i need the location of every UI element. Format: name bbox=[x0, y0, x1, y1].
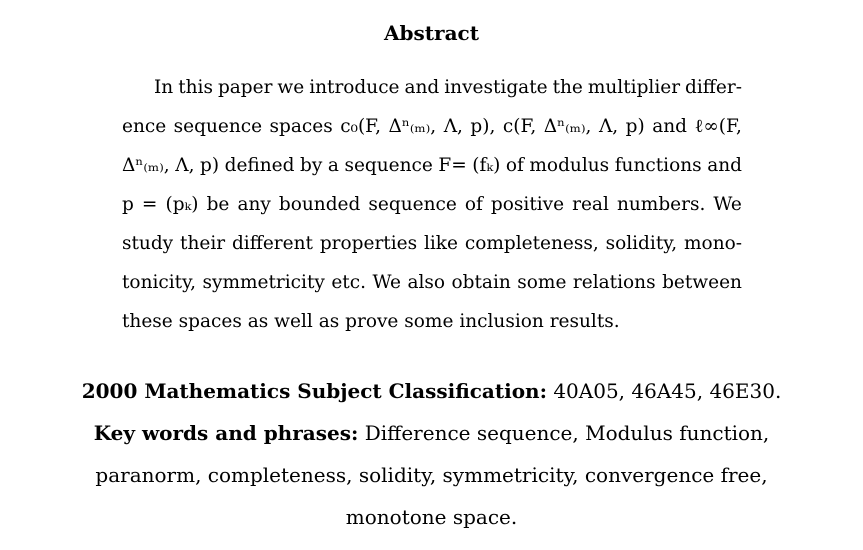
abstract-word: inclusion bbox=[459, 311, 544, 332]
metadata-block bbox=[0, 370, 863, 538]
abstract-word: Δⁿ₍ₘ₎, bbox=[543, 116, 592, 137]
abstract-word: defined bbox=[224, 155, 295, 176]
abstract-word: as bbox=[247, 311, 269, 332]
keywords-label: Key words and phrases: bbox=[93, 421, 359, 445]
abstract-word: a bbox=[327, 155, 339, 176]
abstract-word: the bbox=[552, 77, 583, 98]
abstract-word: solidity, bbox=[605, 233, 678, 254]
abstract-word: study bbox=[122, 233, 174, 254]
abstract-line bbox=[122, 302, 742, 341]
abstract-word: Λ, bbox=[443, 116, 463, 137]
abstract-word: (pₖ) bbox=[165, 194, 199, 215]
abstract-body bbox=[122, 68, 742, 341]
abstract-word: sequence bbox=[344, 155, 433, 176]
abstract-word: paper bbox=[217, 77, 273, 98]
abstract-word: p) bbox=[625, 116, 645, 137]
abstract-line bbox=[122, 224, 742, 263]
classification-line bbox=[0, 370, 863, 412]
abstract-word: numbers. bbox=[616, 194, 706, 215]
abstract-word: their bbox=[180, 233, 226, 254]
abstract-word: and bbox=[652, 116, 688, 137]
abstract-word: tonicity, bbox=[122, 272, 196, 293]
abstract-word: properties bbox=[319, 233, 418, 254]
keywords-line: paranorm, completeness, solidity, symmetricity, convergence free, bbox=[95, 463, 768, 487]
abstract-word: this bbox=[178, 77, 213, 98]
abstract-word: Λ, bbox=[598, 116, 619, 137]
abstract-line bbox=[122, 263, 742, 302]
abstract-word: we bbox=[277, 77, 305, 98]
abstract-word: sequence bbox=[368, 194, 457, 215]
abstract-word: positive bbox=[490, 194, 565, 215]
abstract-word: introduce bbox=[309, 77, 400, 98]
abstract-word: and bbox=[404, 77, 440, 98]
abstract-word: (fₖ) bbox=[472, 155, 501, 176]
abstract-word: of bbox=[464, 194, 483, 215]
abstract-word: c(F, bbox=[502, 116, 537, 137]
abstract-word: ℓ∞(F, bbox=[694, 116, 742, 137]
abstract-word: real bbox=[572, 194, 609, 215]
abstract-word: mono- bbox=[684, 233, 742, 254]
abstract-word: modulus bbox=[529, 155, 610, 176]
abstract-word: investigate bbox=[444, 77, 548, 98]
abstract-word: spaces bbox=[269, 116, 333, 137]
abstract-word: ence bbox=[122, 116, 167, 137]
abstract-word: In bbox=[154, 77, 174, 98]
keywords-text-1: Difference sequence, Modulus function, bbox=[364, 421, 770, 445]
abstract-word: prove bbox=[345, 311, 399, 332]
keywords-line bbox=[0, 412, 863, 454]
abstract-word: symmetricity bbox=[202, 272, 325, 293]
abstract-word: p bbox=[122, 194, 134, 215]
abstract-word: results. bbox=[549, 311, 620, 332]
abstract-word: p) bbox=[200, 155, 220, 176]
abstract-word: Δⁿ₍ₘ₎, bbox=[388, 116, 437, 137]
abstract-word: some bbox=[517, 272, 567, 293]
abstract-word: sequence bbox=[173, 116, 263, 137]
abstract-line bbox=[122, 68, 742, 107]
abstract-word: some bbox=[404, 311, 454, 332]
abstract-word: between bbox=[662, 272, 742, 293]
abstract-word: be bbox=[206, 194, 230, 215]
abstract-word: these bbox=[122, 311, 173, 332]
abstract-word: and bbox=[707, 155, 742, 176]
abstract-word: differ- bbox=[685, 77, 742, 98]
abstract-word: F= bbox=[438, 155, 467, 176]
abstract-word: spaces bbox=[178, 311, 242, 332]
abstract-word: multiplier bbox=[587, 77, 681, 98]
abstract-line bbox=[122, 185, 742, 224]
abstract-word: We bbox=[713, 194, 742, 215]
abstract-word: c₀(F, bbox=[340, 116, 382, 137]
abstract-word: We bbox=[372, 272, 401, 293]
classification-label: 2000 Mathematics Subject Classification: bbox=[81, 379, 547, 403]
abstract-word: = bbox=[141, 194, 158, 215]
classification-value: 40A05, 46A45, 46E30. bbox=[553, 379, 782, 403]
abstract-word: relations bbox=[572, 272, 656, 293]
abstract-word: bounded bbox=[278, 194, 361, 215]
keywords-line: monotone space. bbox=[345, 505, 518, 529]
abstract-word: different bbox=[231, 233, 313, 254]
abstract-word: Δⁿ₍ₘ₎, bbox=[122, 155, 170, 176]
abstract-word: functions bbox=[614, 155, 702, 176]
abstract-word: well bbox=[274, 311, 313, 332]
abstract-line bbox=[122, 107, 742, 146]
abstract-word: any bbox=[237, 194, 271, 215]
abstract-word: also bbox=[407, 272, 446, 293]
abstract-line bbox=[122, 146, 742, 185]
abstract-word: completeness, bbox=[464, 233, 599, 254]
abstract-word: obtain bbox=[451, 272, 511, 293]
abstract-word: by bbox=[300, 155, 323, 176]
abstract-word: etc. bbox=[331, 272, 366, 293]
abstract-word: p), bbox=[470, 116, 496, 137]
abstract-word: like bbox=[423, 233, 458, 254]
abstract-title: Abstract bbox=[384, 21, 479, 45]
abstract-word: Λ, bbox=[175, 155, 195, 176]
abstract-word: of bbox=[505, 155, 524, 176]
abstract-word: as bbox=[318, 311, 340, 332]
